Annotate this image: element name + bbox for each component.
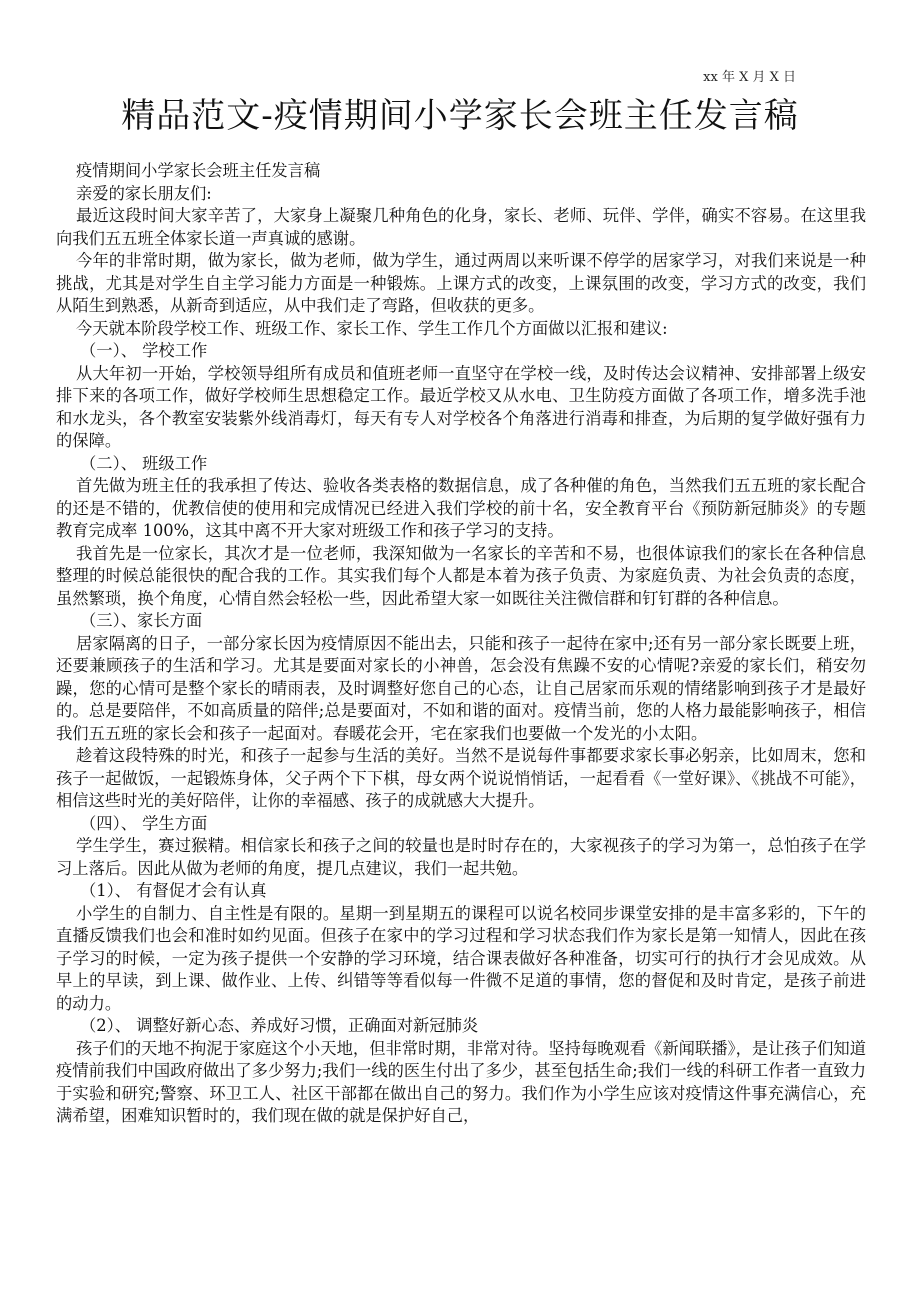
paragraph: 今年的非常时期，做为家长，做为老师，做为学生，通过两周以来听课不停学的居家学习，对我们来说是一种挑战，尤其是对学生自主学习能力方面是一种锻炼。上课方式的改变，上课氛围的改变，学习方式的改变，我们从陌生到熟悉，从新奇到适应，从中我们走了弯路，但收获的更多。: [56, 251, 866, 315]
paragraph: 今天就本阶段学校工作、班级工作、家长工作、学生工作几个方面做以汇报和建议:: [76, 318, 668, 338]
paragraph: 我首先是一位家长，其次才是一位老师，我深知做为一名家长的辛苦和不易，也很体谅我们的家长在各种信息整理的时候总能很快的配合我的工作。其实我们每个人都是本着为孩子负责、为家庭负责、为社会负责的态度，虽然繁琐，换个角度，心情自然会轻松一些，因此希望大家一如既往关注微信群和钉钉群的各种信息。: [56, 543, 866, 608]
subsection-heading-supervision: （1）、 有督促才会有认真: [80, 881, 267, 900]
section-heading-students: （四）、 学生方面: [80, 813, 208, 833]
section-heading-school: （一）、 学校工作: [80, 341, 208, 360]
salutation: 亲爱的家长朋友们:: [76, 183, 212, 203]
paragraph: 小学生的自制力、自主性是有限的。星期一到星期五的课程可以说名校同步课堂安排的是丰富多彩的，下午的直播反馈我们也会和准时如约见面。但孩子在家中的学习过程和学习状态我们作为家长是第一知情人，因此在孩子学习的时候，一定为孩子提供一个安静的学习环境，结合课表做好各种准备，切实可行的执行才会见成效。从早上的早读，到上课、做作业、上传、纠错等等看似每一件微不足道的事情，您的督促和及时肯定，是孩子前进的动力。: [56, 903, 866, 1013]
section-heading-parents: （三）、家长方面: [80, 611, 203, 630]
document-title: 精品范文-疫情期间小学家长会班主任发言稿: [121, 96, 799, 136]
section-heading-class: （二）、 班级工作: [80, 453, 208, 473]
paragraph: 从大年初一开始，学校领导组所有成员和值班老师一直坚守在学校一线，及时传达会议精神、安排部署上级安排下来的各项工作，做好学校师生思想稳定工作。最近学校又从水电、卫生防疫方面做了各项工作，增多洗手池和水龙头，各个教室安装紫外线消毒灯，每天有专人对学校各个角落进行消毒和排查，为后期的复学做好强有力的保障。: [56, 363, 866, 450]
body-subtitle: 疫情期间小学家长会班主任发言稿: [76, 161, 321, 180]
paragraph: 学生学生，赛过猴精。相信家长和孩子之间的较量也是时时存在的，大家视孩子的学习为第一，总怕孩子在学习上落后。因此从做为老师的角度，提几点建议，我们一起共勉。: [56, 836, 866, 878]
document-body: [56, 160, 866, 1128]
paragraph: 趁着这段特殊的时光，和孩子一起参与生活的美好。当然不是说每件事都要求家长事必躬亲，比如周末，您和孩子一起做饭，一起锻炼身体，父子两个下下棋，母女两个说说悄悄话，一起看看《一堂好课》、《挑战不可能》，相信这些时光的美好陪伴，让你的幸福感、孩子的成就感大大提升。: [56, 746, 866, 810]
document-date: xx 年 X 月 X 日: [703, 70, 796, 85]
paragraph: 首先做为班主任的我承担了传达、验收各类表格的数据信息，成了各种催的角色，当然我们五五班的家长配合的还是不错的，优教信使的使用和完成情况已经进入我们学校的前十名，安全教育平台《预防新冠肺炎》的专题教育完成率 100%，这其中离不开大家对班级工作和孩子学习的支持。: [56, 476, 866, 540]
paragraph: 最近这段时间大家辛苦了，大家身上凝聚几种角色的化身，家长、老师、玩伴、学伴，确实不容易。在这里我向我们五五班全体家长道一声真诚的感谢。: [56, 206, 866, 248]
paragraph: 孩子们的天地不拘泥于家庭这个小天地，但非常时期，非常对待。坚持每晚观看《新闻联播》，是让孩子们知道疫情前我们中国政府做出了多少努力;我们一线的医生付出了多少，甚至包括生命;我们一线的科研工作者一直致力于实验和研究;警察、环卫工人、社区干部都在做出自己的努力。我们作为小学生应该对疫情这件事充满信心，充满希望，困难知识暂时的，我们现在做的就是保护好自己，: [56, 1038, 866, 1125]
subsection-heading-mindset: （2）、 调整好新心态、养成好习惯，正确面对新冠肺炎: [80, 1016, 479, 1035]
paragraph: 居家隔离的日子，一部分家长因为疫情原因不能出去，只能和孩子一起待在家中;还有另一部分家长既要上班，还要兼顾孩子的生活和学习。尤其是要面对家长的小神兽，怎会没有焦躁不安的心情呢?亲爱的家长们，稍安勿躁，您的心情可是整个家长的晴雨表，及时调整好您自己的心态，让自己居家而乐观的情绪影响到孩子才是最好的。总是要陪伴，不如高质量的陪伴;总是要面对，不如和谐的面对。疫情当前，您的人格力最能影响孩子，相信我们五五班的家长会和孩子一起面对。春暖花会开，宅在家我们也要做一个发光的小太阳。: [56, 633, 866, 743]
